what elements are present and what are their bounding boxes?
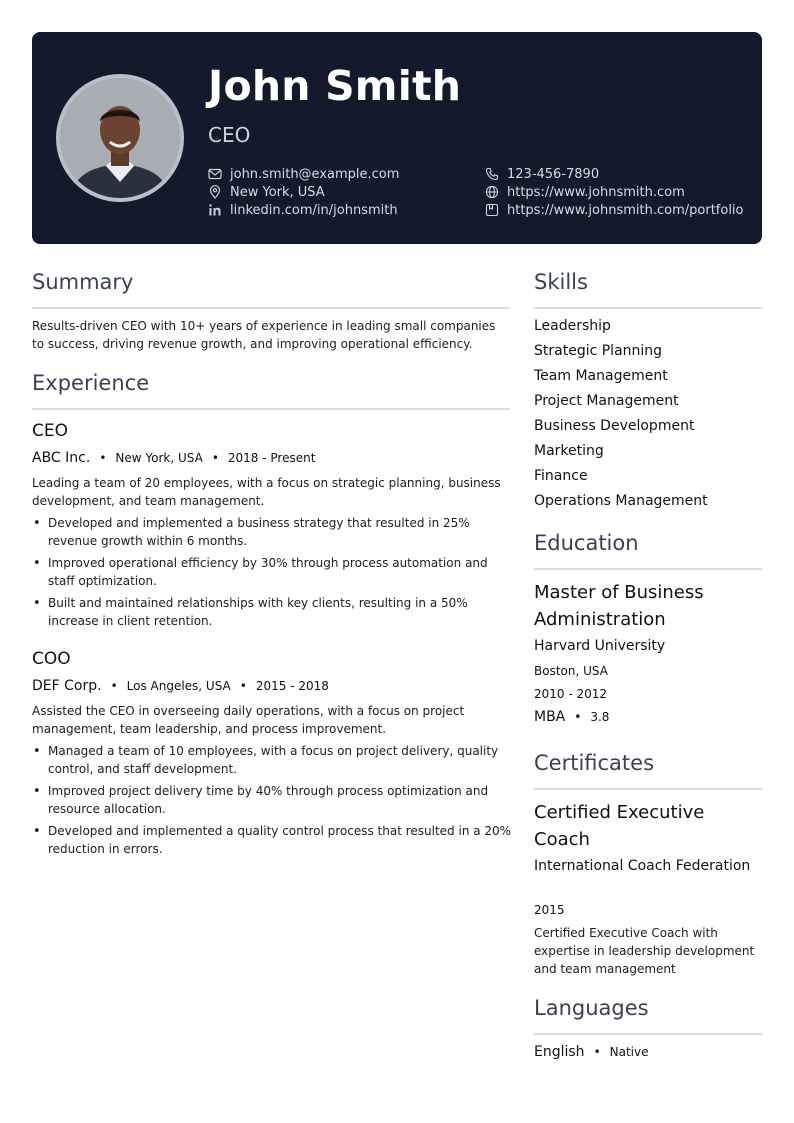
job-meta [32,678,329,694]
job-location: Los Angeles, USA [126,679,231,693]
language-item [534,1044,649,1060]
job-achievement: • Managed a team of 10 employees, with a focus on project delivery, quality control, and staff development. [32,742,512,778]
portfolio-icon [485,203,499,217]
education-heading: Education [534,531,639,555]
contact-linkedin[interactable] [208,201,398,219]
skill-item: Finance [534,468,588,484]
education-school: Harvard University [534,638,666,654]
education-divider [534,568,762,570]
contact-linkedin-text: linkedin.com/in/johnsmith [230,202,398,218]
phone-icon [485,167,499,181]
skill-item: Strategic Planning [534,343,663,359]
job-description: Leading a team of 20 employees, with a focus on strategic planning, business development, and team management. [32,476,501,508]
languages-divider [534,1033,762,1035]
education-gpa [534,709,609,725]
gpa-value: 3.8 [590,710,610,724]
profile-photo [56,74,184,202]
skill-item: Project Management [534,393,679,409]
skills-heading: Skills [534,270,588,294]
skill-item: Operations Management [534,493,708,509]
certificate-year: 2015 [534,903,565,917]
job-company: DEF Corp. [32,678,102,694]
summary-heading: Summary [32,270,134,294]
experience-divider [32,408,510,410]
experience-heading: Experience [32,371,150,395]
job-company: ABC Inc. [32,450,91,466]
skills-divider [534,307,762,309]
summary-divider [32,307,510,309]
resume-header [32,32,762,244]
job-dates: 2015 - 2018 [255,679,329,693]
separator-dot: • [110,679,118,693]
skill-item: Business Development [534,418,695,434]
job-title: CEO [32,421,68,441]
mail-icon [208,167,222,181]
map-pin-icon [208,185,222,199]
contact-phone[interactable] [485,165,599,183]
job-meta [32,450,315,466]
contact-email[interactable] [208,165,399,183]
certificates-divider [534,788,762,790]
contact-location [208,183,325,201]
separator-dot: • [593,1045,601,1059]
gpa-label: MBA [534,709,566,725]
contact-website[interactable] [485,183,685,201]
skill-item: Marketing [534,443,604,459]
certificate-description: Certified Executive Coach with expertise in leadership development and team management [534,926,755,976]
linkedin-icon [208,203,222,217]
contact-email-text: john.smith@example.com [230,166,400,182]
certificate-name: Certified Executive Coach [534,802,705,850]
separator-dot: • [239,679,247,693]
job-achievement: • Improved operational efficiency by 30% through process automation and staff optimization. [32,554,512,590]
person-portrait-icon [60,78,180,198]
separator-dot: • [99,451,107,465]
separator-dot: • [574,710,582,724]
language-name: English [534,1044,585,1060]
education-degree: Master of Business Administration [534,582,704,630]
job-title: COO [32,649,71,669]
contact-location-text: New York, USA [230,184,325,200]
person-title: CEO [208,123,251,147]
job-dates: 2018 - Present [227,451,316,465]
job-description: Assisted the CEO in overseeing daily operations, with a focus on project management, team leadership, and process improvement. [32,704,465,736]
skill-item: Team Management [534,368,668,384]
job-achievement: • Improved project delivery time by 40% through process optimization and resource allocation. [32,782,512,818]
education-location: Boston, USA [534,664,608,678]
globe-icon [485,185,499,199]
skill-item: Leadership [534,318,611,334]
person-name: John Smith [208,62,462,110]
job-location: New York, USA [115,451,203,465]
job-achievement: • Built and maintained relationships with key clients, resulting in a 50% increase in client retention. [32,594,512,630]
separator-dot: • [211,451,219,465]
certificate-issuer: International Coach Federation [534,858,751,874]
certificates-heading: Certificates [534,751,655,775]
education-dates: 2010 - 2012 [534,687,608,701]
language-level: Native [609,1045,649,1059]
job-achievement: • Developed and implemented a business strategy that resulted in 25% revenue growth within 6 months. [32,514,512,550]
job-achievement: • Developed and implemented a quality control process that resulted in a 20% reduction in errors. [32,822,512,858]
contact-portfolio[interactable] [485,201,744,219]
contact-portfolio-text: https://www.johnsmith.com/portfolio [507,202,744,218]
contact-phone-text: 123-456-7890 [507,166,600,182]
summary-text: Results-driven CEO with 10+ years of experience in leading small companies to success, driving revenue growth, and improving operational efficiency. [32,319,496,351]
languages-heading: Languages [534,996,649,1020]
contact-website-text: https://www.johnsmith.com [507,184,685,200]
